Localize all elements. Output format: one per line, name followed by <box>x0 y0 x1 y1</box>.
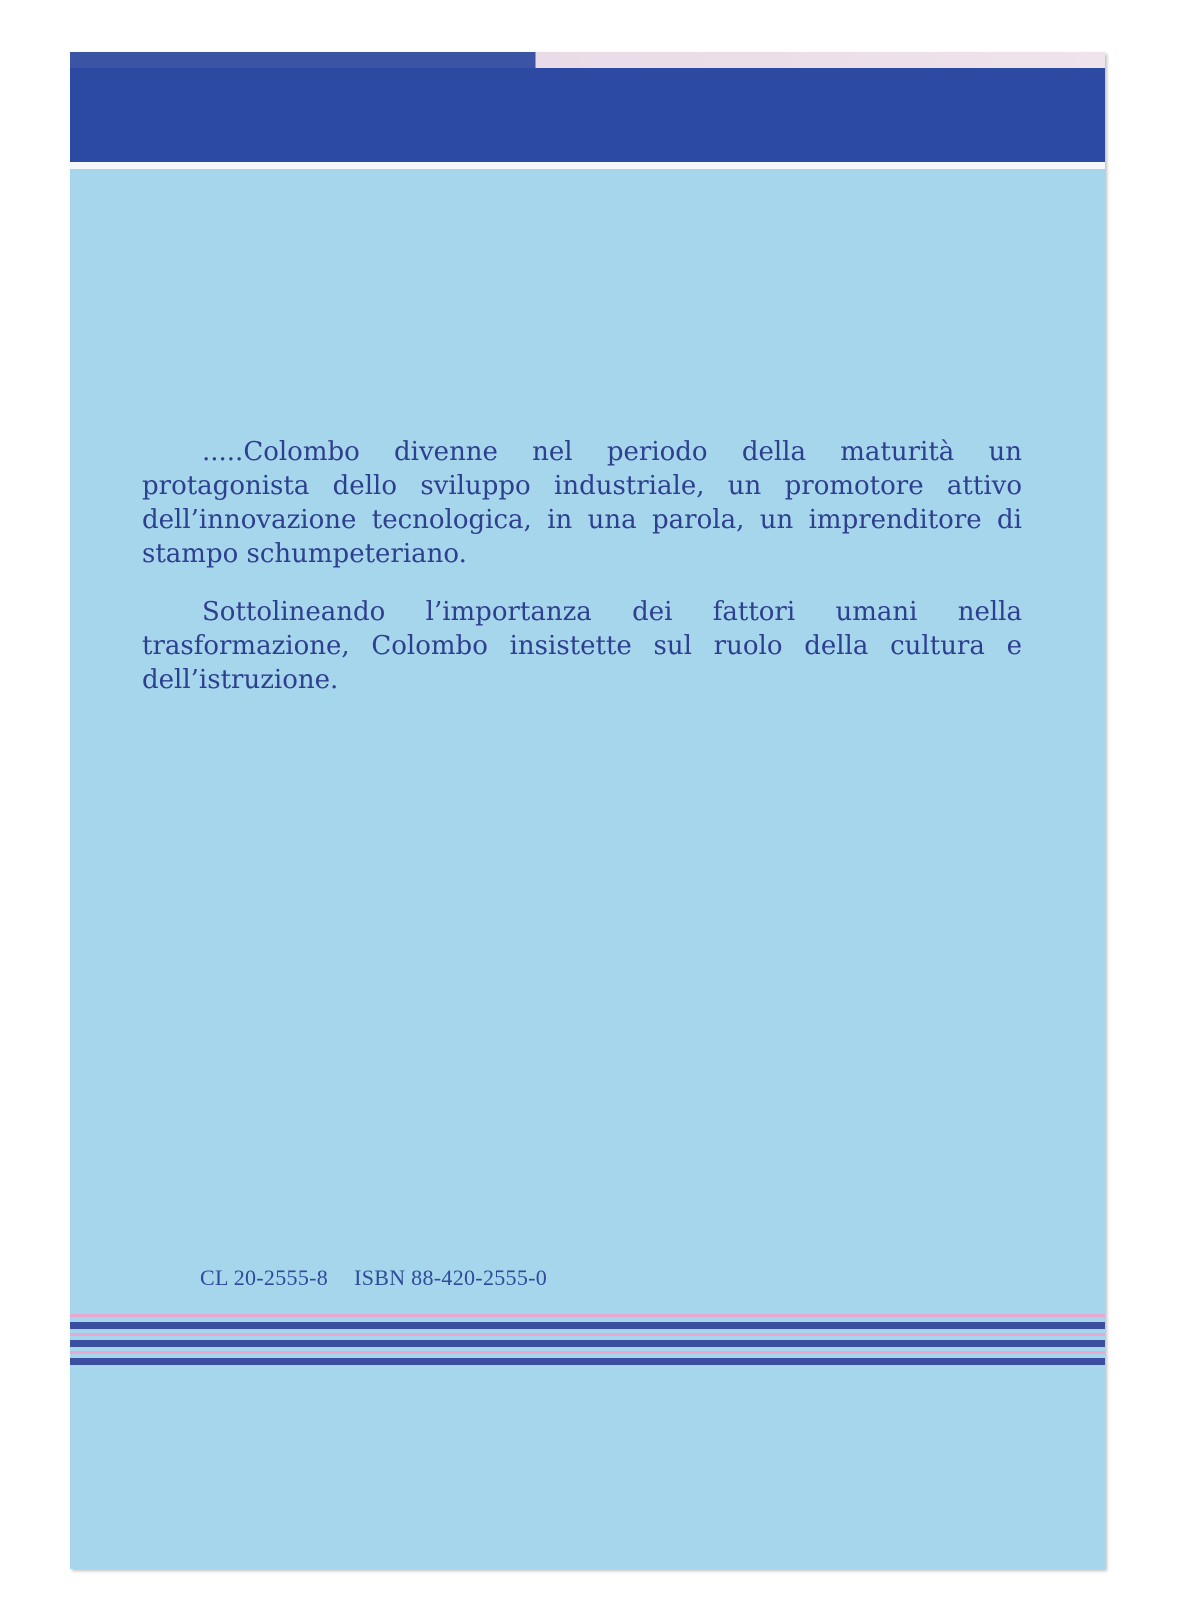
stripe-pink <box>70 1351 1105 1354</box>
blurb-paragraph-1: .....Colombo divenne nel periodo della maturità un protagonista dello sviluppo industriale, un promotore attivo dell’innovazione tecnologica, in una parola, un imprenditore di stampo schumpeteriano. <box>142 437 1022 569</box>
decorative-stripes <box>70 1314 1105 1368</box>
stripe-pink <box>70 1333 1105 1336</box>
stripe-blue <box>70 1358 1105 1365</box>
book-back-cover <box>70 52 1105 1569</box>
stripe-pink <box>70 1314 1105 1317</box>
publication-codes <box>200 1265 573 1291</box>
cover-top-edge <box>70 52 1105 68</box>
stripe-blue <box>70 1322 1105 1329</box>
catalog-code: CL 20-2555-8 <box>200 1265 329 1290</box>
top-blue-band <box>70 68 1105 162</box>
white-rule <box>70 162 1105 169</box>
isbn: ISBN 88-420-2555-0 <box>354 1265 548 1290</box>
blurb-text <box>142 435 1022 721</box>
blurb-paragraph-2: Sottolineando l’importanza dei fattori umani nella trasformazione, Colombo insistette sul ruolo della cultura e dell’istruzione. <box>142 597 1022 695</box>
stripe-blue <box>70 1340 1105 1347</box>
